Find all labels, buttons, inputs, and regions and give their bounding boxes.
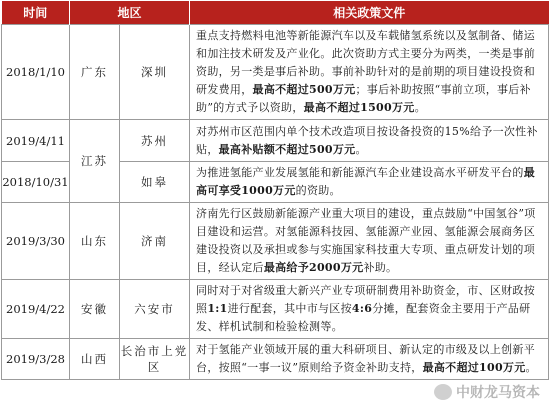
table-row — [2, 120, 549, 162]
row-province: 江苏 — [70, 120, 120, 203]
row-province: 山东 — [70, 203, 120, 280]
policy-text: 对于氢能产业领域开展的重大科研项目、新认定的市级及以上创新平台，按照“一事一议”原则给予资金补助支持， — [196, 343, 535, 374]
watermark — [434, 382, 540, 402]
header-time: 时间 — [2, 1, 70, 25]
row-policy — [190, 280, 549, 339]
policy-text: 重点支持燃料电池等新能源汽车以及车载储氢系统以及氢制备、储运和加注技术研发及产业化。此次资助方式主要分为两类，一类是事前资助，另一类是事后补助。事前补助针对的是前期的项目建设投资和研发费用， — [196, 29, 535, 96]
policy-text: 进行配套，其中市与区按 — [228, 302, 352, 315]
policy-text: 的资助。 — [296, 184, 341, 197]
policy-highlight: 最高给予2000万元 — [264, 261, 364, 274]
table-row — [2, 203, 549, 280]
policy-highlight: 1:1 — [207, 302, 227, 315]
policy-highlight: 最高不超过500万元 — [253, 83, 356, 96]
row-province: 广东 — [70, 25, 120, 120]
row-policy — [190, 25, 549, 120]
row-city: 苏州 — [120, 120, 190, 162]
row-province: 山西 — [70, 339, 120, 380]
row-city: 深圳 — [120, 25, 190, 120]
policy-text: 。 — [415, 101, 426, 114]
wechat-icon — [434, 384, 452, 400]
row-policy — [190, 162, 549, 203]
table-row — [2, 339, 549, 380]
policy-text: ；事后补助按照“事前立项，事后补助”的方式予以资助， — [196, 83, 531, 114]
policy-text: 为推进氢能产业发展氢能和新能源汽车企业建设高水平研发平台的 — [196, 166, 524, 179]
watermark-text: 中财龙马资本 — [456, 382, 540, 402]
header-policy: 相关政策文件 — [190, 1, 549, 25]
policy-highlight: 最高可享受1000万元 — [196, 166, 535, 197]
row-policy — [190, 339, 549, 380]
row-time: 2019/4/22 — [2, 280, 70, 339]
policy-text: 补助。 — [363, 261, 397, 274]
policy-highlight: 4:6 — [352, 302, 372, 315]
policy-text: 对苏州市区范围内单个技术改造项目按设备投资的15%给予一次性补贴， — [196, 125, 538, 156]
row-policy — [190, 203, 549, 280]
row-city: 济南 — [120, 203, 190, 280]
policy-highlight: 最高补贴额不超过500万元 — [219, 143, 356, 156]
header-region: 地区 — [70, 1, 190, 25]
row-time: 2019/4/11 — [2, 120, 70, 162]
row-time: 2019/3/28 — [2, 339, 70, 380]
row-city: 如皋 — [120, 162, 190, 203]
row-time: 2019/3/30 — [2, 203, 70, 280]
table-row — [2, 25, 549, 120]
row-time: 2018/1/10 — [2, 25, 70, 120]
table-row — [2, 280, 549, 339]
row-policy — [190, 120, 549, 162]
policy-highlight: 最高不超过1500万元 — [304, 101, 415, 114]
row-province: 安徽 — [70, 280, 120, 339]
row-city: 六安市 — [120, 280, 190, 339]
policy-text: 分摊，配套资金主要用于产品研发、样机试制和检验检测等。 — [196, 302, 530, 333]
policy-table — [1, 1, 549, 380]
policy-text: 同时对于对省级重大新兴产业专项研制费用补助资金，市、区财政按照 — [196, 284, 535, 315]
policy-text: 。 — [526, 361, 537, 374]
policy-text: 。 — [356, 143, 367, 156]
row-city: 长治市上党区 — [120, 339, 190, 380]
policy-highlight: 最高不超过100万元 — [423, 361, 526, 374]
policy-text: 济南先行区鼓励新能源产业重大项目的建设，重点鼓励“中国氢谷”项目建设和运营。对氢能源科技园、氢能源产业园、氢能源会展商务区建设投资以及承担或参与实施国家科技重大专项、重点研发计划的项目，经认定后 — [196, 207, 536, 274]
table-header — [2, 1, 549, 25]
row-time: 2018/10/31 — [2, 162, 70, 203]
